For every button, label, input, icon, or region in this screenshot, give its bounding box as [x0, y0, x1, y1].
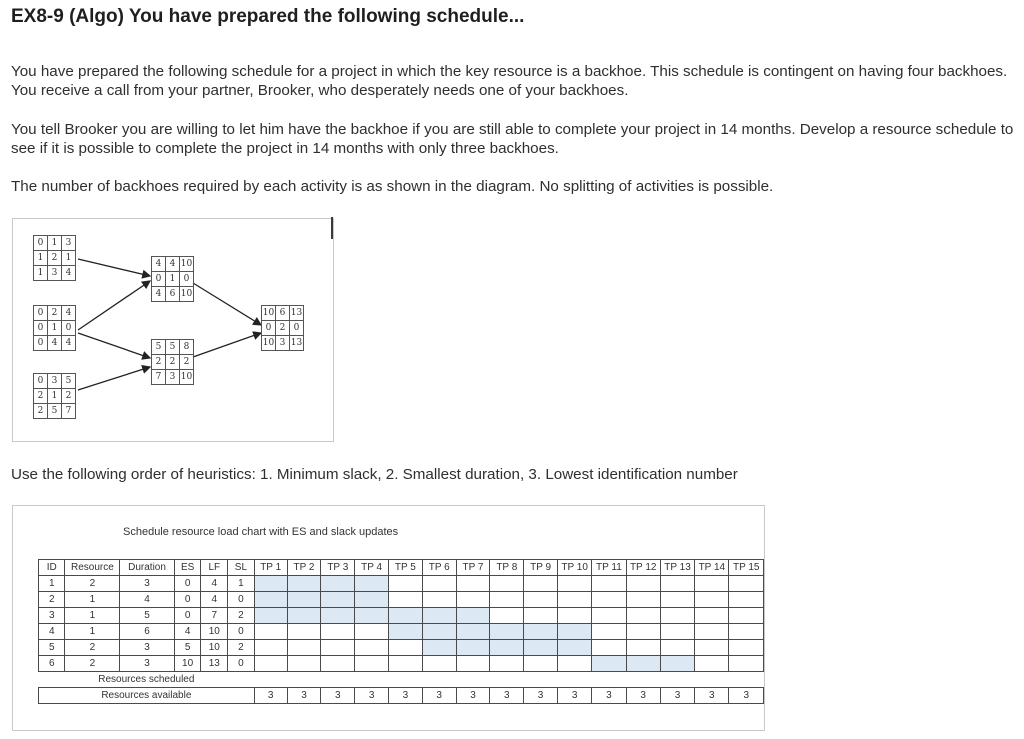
resources-scheduled-cell [695, 672, 729, 688]
node-cell: 0 [262, 321, 276, 336]
time-period-cell [524, 592, 558, 608]
arrow-1-4 [78, 259, 150, 276]
time-period-cell [422, 656, 456, 672]
node-cell: 6 [276, 306, 290, 321]
time-period-cell [524, 608, 558, 624]
time-period-cell [321, 608, 355, 624]
cell-es: 4 [174, 624, 201, 640]
time-period-cell [626, 576, 660, 592]
node-cell: 0 [34, 321, 48, 336]
time-period-cell [557, 576, 591, 592]
cell-lf: 10 [201, 640, 228, 656]
node-cell: 10 [180, 257, 194, 272]
resources-available-cell: 3 [321, 688, 355, 704]
time-period-cell [626, 624, 660, 640]
time-period-cell [254, 640, 287, 656]
activity-row [39, 576, 764, 592]
time-period-cell [422, 576, 456, 592]
time-period-cell [321, 624, 355, 640]
arrow-3-5 [78, 367, 150, 390]
time-period-cell [254, 624, 287, 640]
time-period-cell [524, 576, 558, 592]
time-period-cell [456, 640, 490, 656]
resources-available-cell: 3 [695, 688, 729, 704]
chart-title: Schedule resource load chart with ES and slack updates [123, 526, 399, 538]
node-cell: 8 [180, 340, 194, 355]
resources-available-cell: 3 [389, 688, 423, 704]
time-period-cell [557, 656, 591, 672]
time-period-cell [287, 624, 321, 640]
cell-lf: 10 [201, 624, 228, 640]
column-header: TP 10 [557, 560, 591, 576]
time-period-cell [626, 608, 660, 624]
resources-available-cell: 3 [626, 688, 660, 704]
time-period-cell [695, 656, 729, 672]
activity-row [39, 608, 764, 624]
time-period-cell [660, 608, 694, 624]
node-cell: 4 [166, 257, 180, 272]
time-period-cell [254, 656, 287, 672]
time-period-cell [524, 656, 558, 672]
resources-available-cell: 3 [524, 688, 558, 704]
cell-duration: 3 [120, 640, 174, 656]
resources-scheduled-cell [524, 672, 558, 688]
time-period-cell [422, 624, 456, 640]
node-cell: 13 [290, 336, 304, 351]
time-period-cell [557, 624, 591, 640]
time-period-cell [355, 608, 389, 624]
node-cell: 0 [290, 321, 304, 336]
time-period-cell [355, 624, 389, 640]
node-cell: 10 [262, 336, 276, 351]
node-cell: 3 [62, 236, 76, 251]
time-period-cell [490, 640, 524, 656]
time-period-cell [592, 592, 626, 608]
node-cell: 10 [262, 306, 276, 321]
resources-available-cell: 3 [660, 688, 694, 704]
node-cell: 5 [152, 340, 166, 355]
time-period-cell [389, 624, 423, 640]
problem-paragraph-1: You have prepared the following schedule for a project in which the key resource is a backhoe. This schedule is contingent on having four backhoes. You receive a call from your partner, Brooker, who desperately needs one of your backhoes. [11, 63, 1008, 99]
time-period-cell [287, 640, 321, 656]
cell-id: 4 [39, 624, 65, 640]
node-cell: 13 [290, 306, 304, 321]
resources-available-row [39, 688, 764, 704]
cell-duration: 3 [120, 576, 174, 592]
resources-scheduled-cell [254, 672, 287, 688]
time-period-cell [254, 592, 287, 608]
time-period-cell [456, 656, 490, 672]
node-cell: 1 [62, 251, 76, 266]
cell-id: 2 [39, 592, 65, 608]
time-period-cell [524, 640, 558, 656]
resources-available-cell: 3 [254, 688, 287, 704]
column-header: SL [228, 560, 255, 576]
activity-row [39, 592, 764, 608]
column-header: TP 5 [389, 560, 423, 576]
node-cell: 1 [34, 266, 48, 281]
node-cell: 2 [152, 355, 166, 370]
time-period-cell [287, 576, 321, 592]
time-period-cell [389, 640, 423, 656]
node-cell: 10 [180, 287, 194, 302]
time-period-cell [729, 640, 764, 656]
node-cell: 7 [152, 370, 166, 385]
cell-id: 5 [39, 640, 65, 656]
node-cell: 0 [34, 306, 48, 321]
resources-available-label: Resources available [39, 688, 255, 704]
time-period-cell [660, 640, 694, 656]
column-header: TP 1 [254, 560, 287, 576]
time-period-cell [695, 640, 729, 656]
time-period-cell [422, 640, 456, 656]
time-period-cell [729, 576, 764, 592]
resources-scheduled-cell [592, 672, 626, 688]
node-cell: 3 [48, 374, 62, 389]
cell-resource: 1 [65, 608, 120, 624]
node-cell: 0 [180, 272, 194, 287]
time-period-cell [592, 640, 626, 656]
node-cell: 2 [166, 355, 180, 370]
column-header: TP 11 [592, 560, 626, 576]
node-cell: 1 [48, 389, 62, 404]
column-header: TP 4 [355, 560, 389, 576]
node-cell: 0 [62, 321, 76, 336]
time-period-cell [660, 592, 694, 608]
column-header: TP 9 [524, 560, 558, 576]
column-header: TP 2 [287, 560, 321, 576]
arrow-4-6 [193, 283, 261, 325]
resources-scheduled-label: Resources scheduled [98, 673, 195, 685]
cell-sl: 0 [228, 592, 255, 608]
resources-available-cell: 3 [592, 688, 626, 704]
cell-resource: 1 [65, 592, 120, 608]
node-cell: 0 [34, 336, 48, 351]
node-cell: 0 [34, 236, 48, 251]
arrow-5-6 [193, 333, 261, 357]
column-header: ES [174, 560, 201, 576]
cell-sl: 1 [228, 576, 255, 592]
cell-id: 3 [39, 608, 65, 624]
column-header: ID [39, 560, 65, 576]
resources-available-cell: 3 [557, 688, 591, 704]
time-period-cell [660, 624, 694, 640]
time-period-cell [592, 624, 626, 640]
cell-duration: 5 [120, 608, 174, 624]
cell-id: 6 [39, 656, 65, 672]
time-period-cell [729, 624, 764, 640]
node-cell: 0 [152, 272, 166, 287]
node-cell: 2 [48, 251, 62, 266]
time-period-cell [456, 576, 490, 592]
resources-scheduled-row [39, 672, 764, 688]
time-period-cell [456, 624, 490, 640]
node-cell: 2 [276, 321, 290, 336]
time-period-cell [321, 592, 355, 608]
activity-row [39, 656, 764, 672]
time-period-cell [254, 576, 287, 592]
cell-lf: 7 [201, 608, 228, 624]
node-cell: 2 [180, 355, 194, 370]
column-header: TP 7 [456, 560, 490, 576]
node-cell: 5 [48, 404, 62, 419]
resources-available-cell: 3 [355, 688, 389, 704]
cell-id: 1 [39, 576, 65, 592]
time-period-cell [321, 576, 355, 592]
cell-resource: 2 [65, 656, 120, 672]
time-period-cell [456, 592, 490, 608]
heuristics-instruction: Use the following order of heuristics: 1. Minimum slack, 2. Smallest duration, 3. Lowest identification number [11, 466, 738, 483]
time-period-cell [695, 576, 729, 592]
time-period-cell [729, 608, 764, 624]
network-diagram [12, 218, 334, 442]
node-cell: 3 [166, 370, 180, 385]
time-period-cell [490, 656, 524, 672]
column-header: TP 12 [626, 560, 660, 576]
column-header: Duration [120, 560, 174, 576]
page-title: EX8-9 (Algo) You have prepared the following schedule... [11, 6, 525, 27]
time-period-cell [592, 608, 626, 624]
resources-scheduled-cell [287, 672, 321, 688]
time-period-cell [490, 592, 524, 608]
network-node-5 [151, 339, 194, 385]
cell-es: 5 [174, 640, 201, 656]
node-cell: 2 [34, 389, 48, 404]
time-period-cell [592, 576, 626, 592]
node-cell: 3 [276, 336, 290, 351]
time-period-cell [557, 592, 591, 608]
time-period-cell [321, 656, 355, 672]
node-cell: 1 [48, 236, 62, 251]
column-header: Resource [65, 560, 120, 576]
time-period-cell [626, 592, 660, 608]
node-cell: 4 [62, 306, 76, 321]
node-cell: 2 [48, 306, 62, 321]
resources-scheduled-cell [389, 672, 423, 688]
cell-resource: 1 [65, 624, 120, 640]
activity-row [39, 640, 764, 656]
time-period-cell [626, 640, 660, 656]
column-header: TP 3 [321, 560, 355, 576]
resource-load-chart [12, 505, 765, 731]
time-period-cell [524, 624, 558, 640]
resources-available-cell: 3 [456, 688, 490, 704]
cell-es: 0 [174, 576, 201, 592]
time-period-cell [490, 608, 524, 624]
node-cell: 4 [62, 266, 76, 281]
resources-scheduled-cell [422, 672, 456, 688]
resources-scheduled-cell [660, 672, 694, 688]
time-period-cell [287, 592, 321, 608]
time-period-cell [389, 592, 423, 608]
time-period-cell [389, 608, 423, 624]
problem-paragraph-2: You tell Brooker you are willing to let him have the backhoe if you are still able to complete your project in 14 months. Develop a resource schedule to see if it is possible to complete the project in 14 months with only three backhoes. [11, 121, 1014, 157]
time-period-cell [355, 592, 389, 608]
column-header: LF [201, 560, 228, 576]
node-cell: 2 [34, 404, 48, 419]
time-period-cell [592, 656, 626, 672]
node-cell: 6 [166, 287, 180, 302]
node-cell: 1 [34, 251, 48, 266]
cell-sl: 2 [228, 608, 255, 624]
resources-scheduled-cell [557, 672, 591, 688]
resources-scheduled-cell [355, 672, 389, 688]
arrow-2-4 [78, 281, 150, 330]
node-cell: 4 [152, 287, 166, 302]
cell-duration: 3 [120, 656, 174, 672]
node-cell: 0 [34, 374, 48, 389]
network-node-1 [33, 235, 76, 281]
cell-es: 0 [174, 608, 201, 624]
time-period-cell [389, 576, 423, 592]
time-period-cell [557, 608, 591, 624]
time-period-cell [355, 656, 389, 672]
node-cell: 1 [166, 272, 180, 287]
column-header: TP 6 [422, 560, 456, 576]
cell-sl: 0 [228, 656, 255, 672]
cell-es: 10 [174, 656, 201, 672]
time-period-cell [355, 576, 389, 592]
column-header: TP 13 [660, 560, 694, 576]
header-row [39, 560, 764, 576]
cell-duration: 6 [120, 624, 174, 640]
network-node-3 [33, 373, 76, 419]
time-period-cell [626, 656, 660, 672]
time-period-cell [287, 608, 321, 624]
column-header: TP 14 [695, 560, 729, 576]
time-period-cell [490, 576, 524, 592]
time-period-cell [660, 656, 694, 672]
resources-scheduled-cell [490, 672, 524, 688]
node-cell: 4 [62, 336, 76, 351]
node-cell: 4 [152, 257, 166, 272]
schedule-table [38, 559, 764, 704]
time-period-cell [490, 624, 524, 640]
resources-available-cell: 3 [287, 688, 321, 704]
time-period-cell [287, 656, 321, 672]
resources-scheduled-cell [456, 672, 490, 688]
time-period-cell [695, 624, 729, 640]
time-period-cell [254, 608, 287, 624]
resources-scheduled-cell [626, 672, 660, 688]
network-node-4 [151, 256, 194, 302]
time-period-cell [557, 640, 591, 656]
node-cell: 4 [48, 336, 62, 351]
time-period-cell [695, 608, 729, 624]
node-cell: 10 [180, 370, 194, 385]
time-period-cell [389, 656, 423, 672]
node-cell: 2 [62, 389, 76, 404]
cell-lf: 4 [201, 576, 228, 592]
time-period-cell [355, 640, 389, 656]
time-period-cell [695, 592, 729, 608]
cell-resource: 2 [65, 576, 120, 592]
cell-lf: 4 [201, 592, 228, 608]
cell-resource: 2 [65, 640, 120, 656]
network-node-6 [261, 305, 304, 351]
cell-lf: 13 [201, 656, 228, 672]
time-period-cell [456, 608, 490, 624]
node-cell: 3 [48, 266, 62, 281]
network-node-2 [33, 305, 76, 351]
activity-row [39, 624, 764, 640]
column-header: TP 8 [490, 560, 524, 576]
time-period-cell [422, 592, 456, 608]
resources-scheduled-cell [729, 672, 764, 688]
time-period-cell [422, 608, 456, 624]
arrow-2-5 [78, 333, 150, 358]
node-cell: 1 [48, 321, 62, 336]
node-cell: 7 [62, 404, 76, 419]
cell-sl: 2 [228, 640, 255, 656]
time-period-cell [321, 640, 355, 656]
resources-available-cell: 3 [422, 688, 456, 704]
time-period-cell [660, 576, 694, 592]
cell-duration: 4 [120, 592, 174, 608]
time-period-cell [729, 656, 764, 672]
problem-paragraph-3: The number of backhoes required by each activity is as shown in the diagram. No splitting of activities is possible. [11, 178, 774, 195]
cell-sl: 0 [228, 624, 255, 640]
cell-es: 0 [174, 592, 201, 608]
resources-available-cell: 3 [729, 688, 764, 704]
time-period-cell [729, 592, 764, 608]
resources-available-cell: 3 [490, 688, 524, 704]
resources-scheduled-cell [321, 672, 355, 688]
column-header: TP 15 [729, 560, 764, 576]
node-cell: 5 [166, 340, 180, 355]
node-cell: 5 [62, 374, 76, 389]
